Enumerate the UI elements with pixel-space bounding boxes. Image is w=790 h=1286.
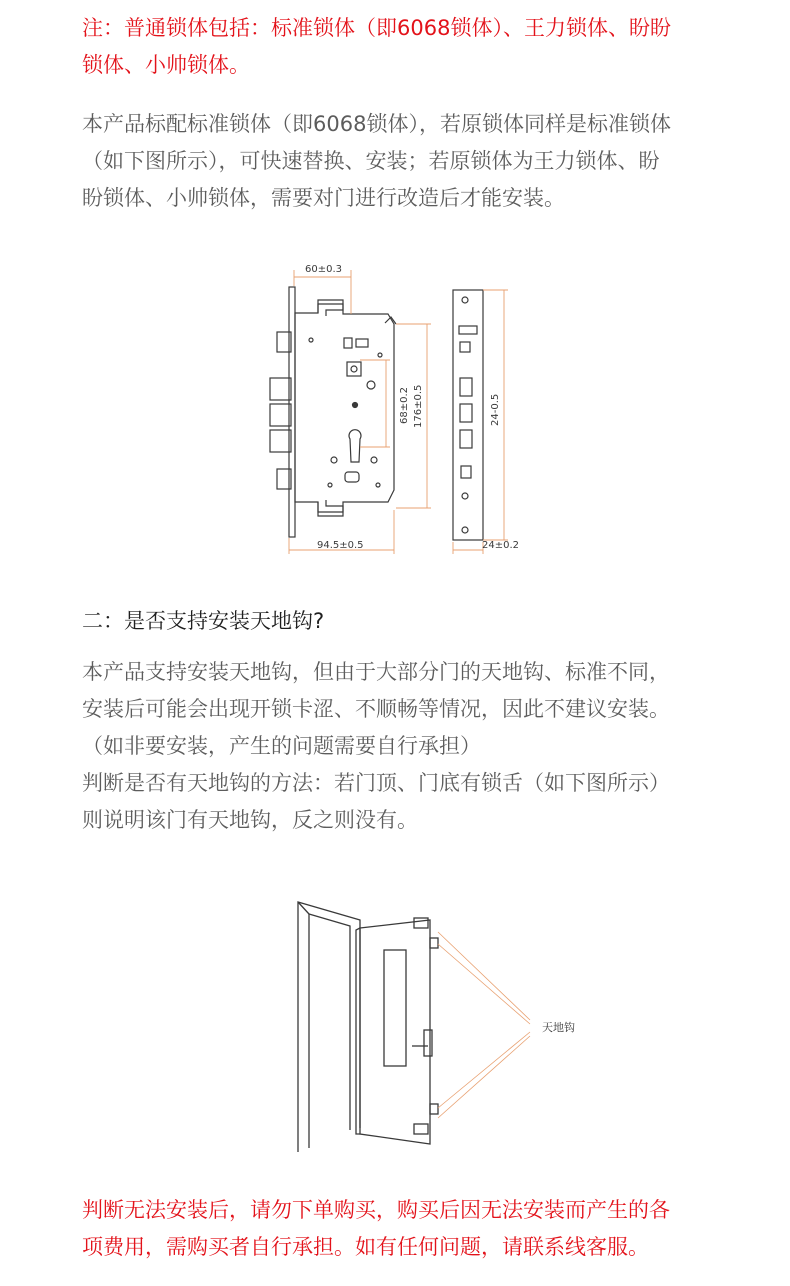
door-handle (424, 1030, 432, 1056)
dim-height-outer: 176±0.5 (413, 384, 424, 428)
door-leaf (360, 920, 430, 1144)
note-paragraph (82, 10, 732, 84)
side-faceplate (453, 290, 483, 540)
warning-line: 项费用，需购买者自行承担。如有任何问题，请联系线客服。 (82, 1235, 649, 1259)
note-line: 锁体、小帅锁体。 (82, 53, 250, 77)
dim-width-bottom: 94.5±0.5 (317, 540, 364, 551)
cylinder-hole (349, 430, 361, 462)
warning-paragraph (82, 1192, 732, 1266)
intro-line: （如下图所示），可快速替换、安装；若原锁体为王力锁体、盼 (82, 149, 660, 173)
door-panel (384, 950, 406, 1066)
faceplate-strip (289, 287, 295, 537)
door-label: 天地钩 (542, 1021, 575, 1034)
section2-line: 则说明该门有天地钩，反之则没有。 (82, 808, 418, 832)
intro-line: 本产品标配标准锁体（即6068锁体），若原锁体同样是标准锁体 (82, 112, 671, 136)
section2-paragraph (82, 654, 732, 839)
intro-paragraph (82, 106, 732, 217)
deadlatch (385, 317, 396, 324)
door-frame (298, 902, 360, 1152)
note-line: 注：普通锁体包括：标准锁体（即6068锁体）、王力锁体、盼盼 (82, 16, 671, 40)
section2-heading (82, 603, 732, 640)
spindle-hub (347, 362, 361, 376)
section2-line: 判断是否有天地钩的方法：若门顶、门底有锁舌（如下图所示） (82, 771, 670, 795)
dim-side-height: 24-0.5 (490, 393, 501, 426)
top-bolt (414, 918, 428, 928)
dim-width-top: 60±0.3 (305, 264, 343, 275)
leader-lines (438, 932, 530, 1118)
bottom-bolt (414, 1124, 428, 1134)
warning-line: 判断无法安装后，请勿下单购买，购买后因无法安装而产生的各 (82, 1198, 670, 1222)
top-hook (318, 304, 343, 316)
lock-body-diagram (0, 240, 790, 580)
bottom-hook (318, 500, 343, 512)
section2-line: （如非要安装，产生的问题需要自行承担） (82, 734, 481, 758)
door-diagram (0, 890, 790, 1180)
dim-height-inner: 68±0.2 (399, 386, 410, 424)
section2-line: 本产品支持安装天地钩，但由于大部分门的天地钩、标准不同， (82, 660, 670, 684)
dim-side-width: 24±0.2 (482, 540, 520, 551)
intro-line: 盼锁体、小帅锁体，需要对门进行改造后才能安装。 (82, 186, 565, 210)
section2-line: 安装后可能会出现开锁卡涩、不顺畅等情况，因此不建议安装。 (82, 697, 670, 721)
section-heading-text: 二：是否支持安装天地钩? (82, 609, 325, 633)
